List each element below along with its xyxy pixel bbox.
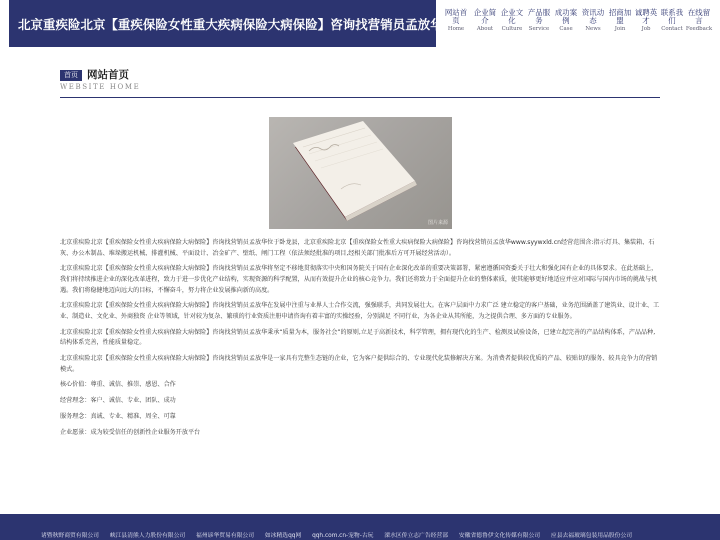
nav-item-label-en: Home: [447, 26, 465, 32]
nav-item-news[interactable]: [580, 9, 606, 35]
nav-item-label: 招商加盟: [608, 8, 632, 25]
nav-item-label-en: Feedback: [685, 26, 713, 32]
nav-item-label-en: Join: [614, 26, 626, 32]
business-philosophy: 经营理念：客户、诚信、专业、团队、成功: [60, 397, 176, 405]
nav-item-culture[interactable]: [499, 9, 525, 35]
nav-item-label: 产品服务: [527, 8, 551, 25]
nav-item-label-en: About: [476, 26, 494, 32]
content-paragraph: 北京重疾险北京【重疾保险女性重大疾病保险大病保险】咨询找营销员孟放华是一家具有完整生态链的企业，它为客户提供综合的、专业现代化装修解决方案。为消费者提供较优质的产品、较贴切的服务、较具竞争力的营销模式。: [60, 355, 658, 373]
site-header: [0, 0, 720, 49]
footer-link[interactable]: qqh.com.cn-宠物-古玩: [312, 533, 374, 539]
footer-link[interactable]: 应县去福玻璃包装用品股份公司: [550, 533, 633, 539]
nav-item-label: 企业简介: [473, 8, 497, 25]
title-banner: [9, 0, 443, 47]
section-tag: 首页: [60, 70, 82, 81]
section-title: 网站首页: [87, 69, 129, 81]
nav-item-label: 网站首页: [444, 8, 468, 25]
site-title[interactable]: 北京重疾险北京【重疾保险女性重大疾病保险大病保险】咨询找营销员孟放华: [18, 16, 443, 32]
main-nav: [443, 9, 715, 35]
nav-item-join[interactable]: [607, 9, 633, 35]
section-heading: [60, 69, 660, 98]
nav-item-contact[interactable]: [659, 9, 685, 35]
nav-item-label: 企业文化: [500, 8, 524, 25]
notebook-illustration: [269, 117, 452, 229]
nav-item-case[interactable]: [553, 9, 579, 35]
footer-link[interactable]: 溧水区侨立志广告经营部: [384, 533, 449, 539]
nav-item-feedback[interactable]: [685, 9, 713, 35]
service-philosophy: 服务理念：真诚、专业、精准、周全、可靠: [60, 413, 176, 421]
content-paragraph: 北京重疾险北京【重疾保险女性重大疾病保险大病保险】咨询找营销员孟放华在发展中注重与业界人士合作交流，强强联手，共同发展壮大。在客户层面中力求广泛 建立稳定的客户基础，业务范围涵盖了建筑业、设计业、工业、制造业、文化业、外商独资 企业等领域，针对较为复杂、繁琐的行业资质注册申请咨询有着丰富的实操经验，分别满足 不同行业，为各企业从其所能，为之提供合理、多方面的专业服务。: [60, 302, 660, 320]
content-paragraph: 北京重疾险北京【重疾保险女性重大疾病保险大病保险】咨询找营销员孟放华秉承“质量为本，服务社会”的原则,立足于高新技术，科学管理，拥有现代化的生产、检测及试验设备，已建立起完善的产品结构体系，产品品种,结构体系完善，性能质量稳定。: [60, 328, 656, 347]
nav-item-label-en: News: [585, 26, 601, 32]
nav-item-label-en: Job: [641, 26, 651, 32]
nav-item-job[interactable]: [633, 9, 659, 35]
core-values: 核心价值：尊重、诚信、推崇、感恩、合作: [60, 381, 176, 389]
nav-item-label: 成功案例: [554, 8, 578, 25]
content-paragraph: 北京重疾险北京【重疾保险女性重大疾病保险大病保险】咨询找营销员孟放华将坚定不移地贯彻落实中央和国务院关于国有企业深化改革的重要决策部署，紧密遵循国资委关于壮大和强化国有企业的具体要求。在此基础上，我们将持续推进企业的深化改革进程，致力于进一步优化产业结构，实现资源的科学配置，从而有效提升企业的核心竞争力。我们还将致力于全面提升企业的整体素质，使其能够更好地适应并应对国际与国内市场的挑战与机遇。我们将稳健地迈向远大的目标，不懈奋斗，努力将企业发展推向新的高度。: [60, 265, 658, 294]
nav-item-label: 联系我们: [660, 8, 684, 25]
nav-item-label-en: Contact: [661, 26, 683, 32]
main-content: [60, 238, 660, 444]
footer-link[interactable]: 峡江县清熊人力股份有限公司: [109, 533, 186, 539]
image-watermark: 图片来源: [427, 220, 448, 226]
nav-item-home[interactable]: [443, 9, 469, 35]
company-vision: 企业愿景：成为较受信任的创新性企业服务开放平台: [60, 428, 201, 436]
nav-item-about[interactable]: [472, 9, 498, 35]
nav-item-label-en: Culture: [501, 26, 523, 32]
site-footer: [0, 514, 720, 540]
nav-item-label: 诚聘英才: [634, 8, 658, 25]
section-subtitle: WEBSITE HOME: [60, 83, 141, 91]
nav-item-label: 资讯动态: [581, 8, 605, 25]
nav-item-label-en: Service: [528, 26, 550, 32]
nav-item-service[interactable]: [526, 9, 552, 35]
footer-link[interactable]: 福州谚华贸易有限公司: [196, 533, 255, 539]
footer-links: [41, 532, 720, 540]
nav-item-label: 在线留言: [687, 8, 711, 25]
hero-image: [269, 117, 452, 229]
footer-link[interactable]: 如冰精选qq网: [264, 533, 302, 539]
nav-item-label-en: Case: [559, 26, 573, 32]
content-paragraph: 北京重疾险北京【重疾保险女性重大疾病保险大病保险】咨询找营销员孟放华位于卧龙县，北京重疾险北京【重疾保险女性重大疾病保险大病保险】咨询找营销员孟放华www.syywxld.cn经营范围含:指示灯具、集装箱、石灰、办公木制品、堆垛搬运机械、排灌机械、平面设计、冶金矿产、壁纸、闸门工程（依法须经批准的项目,经相关部门批准后方可开展经营活动）。: [60, 239, 655, 257]
footer-link[interactable]: 诸暨秋野商贸有限公司: [41, 533, 99, 539]
footer-link[interactable]: 安徽省德鲁伊文化传媒有限公司: [458, 533, 541, 539]
